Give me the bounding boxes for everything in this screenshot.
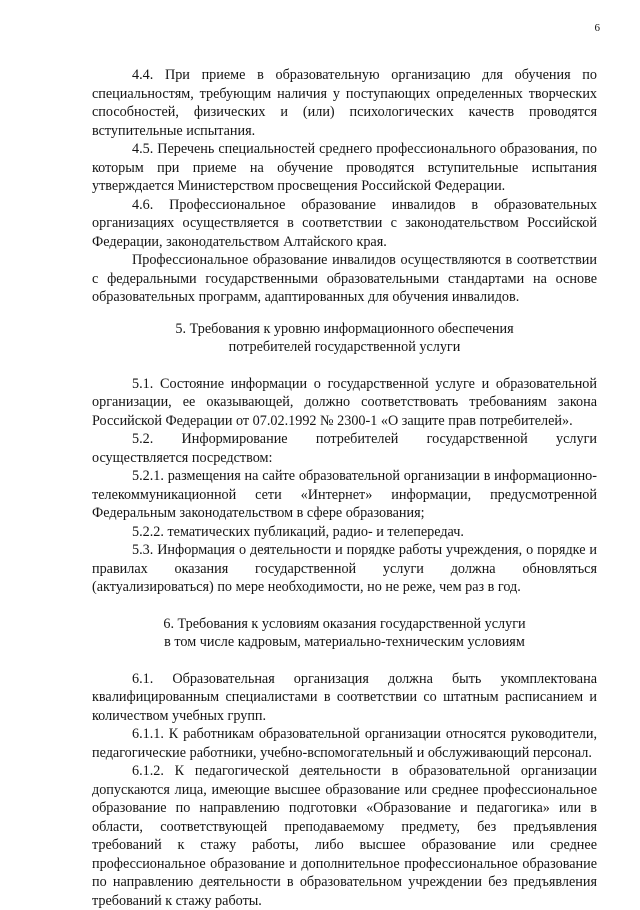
paragraph-4-6: 4.6. Профессиональное образование инвалидов в образовательных организациях осуществляется в соответствии с законодательством Российской Федерации, законодательством Алтайского края. — [92, 196, 597, 250]
paragraph-5-2-1: 5.2.1. размещения на сайте образовательной организации в информационно-телекоммуникационной сети «Интернет» информации, предусмотренной Федеральным законодательством в сфере образования; — [92, 468, 597, 521]
paragraph-disabled-education: Профессиональное образование инвалидов осуществляются в соответствии с федеральными государственными образовательными стандартами на основе образовательных программ, адаптированных для обучения инвалидов. — [92, 252, 597, 305]
section-5-title-line1: 5. Требования к уровню информационного обеспечения — [175, 320, 514, 337]
paragraph-6-1: 6.1. Образовательная организация должна быть укомплектована квалифицированным специалистами в соответствии со штатным расписанием и количеством учебных групп. — [92, 670, 597, 724]
paragraph-6-1-2: 6.1.2. К педагогической деятельности в образовательной организации допускаются лица, имеющие высшее образование или среднее профессиональное образование по направлению подготовки «Образование и педагогика» или в области, соответствующей преподаваемому предмету, без предъявления требований к стажу работы, либо высшее образование или среднее профессиональное образование и дополнительное профессиональное образование по направлению деятельности в образовательном учреждении без предъявления требований к стажу работы. — [92, 763, 597, 909]
section-6-title-line1: 6. Требования к условиям оказания государственной услуги — [163, 615, 526, 632]
section-6-title-line2: в том числе кадровым, материально-техническим условиям — [164, 634, 525, 650]
paragraph-6-1-1: 6.1.1. К работникам образовательной организации относятся руководители, педагогические работники, учебно-вспомогательный и обслуживающий персонал. — [92, 726, 597, 761]
paragraph-5-3: 5.3. Информация о деятельности и порядке работы учреждения, о порядке и правилах оказания государственной услуги должна обновляться (актуализироваться) по мере необходимости, но не реже, чем раз в год. — [92, 542, 597, 595]
paragraph-5-2: 5.2. Информирование потребителей государственной услуги осуществляется посредством: — [92, 431, 597, 466]
paragraph-4-4: 4.4. При приеме в образовательную организацию для обучения по специальностям, требующим наличия у поступающих определенных творческих способностей, физических и (или) психологических качеств проводятся вступительные испытания. — [92, 67, 597, 139]
section-5-heading — [92, 320, 597, 357]
paragraph-5-2-2: 5.2.2. тематических публикаций, радио- и телепередач. — [132, 523, 464, 540]
paragraph-4-5: 4.5. Перечень специальностей среднего профессионального образования, по которым при приеме на обучение проводятся вступительные испытания утверждается Министерством просвещения Российской Федерации. — [92, 141, 597, 194]
section-5-title-line2: потребителей государственной услуги — [228, 339, 461, 355]
document-body — [92, 66, 597, 910]
paragraph-5-1: 5.1. Состояние информации о государственной услуге и образовательной организации, ее оказывающей, должно соответствовать требованиям закона Российской Федерации от 07.02.1992 № 2300-1 «О защите прав потребителей». — [92, 375, 597, 429]
page-number: 6 — [594, 22, 600, 34]
section-6-heading — [92, 615, 597, 652]
